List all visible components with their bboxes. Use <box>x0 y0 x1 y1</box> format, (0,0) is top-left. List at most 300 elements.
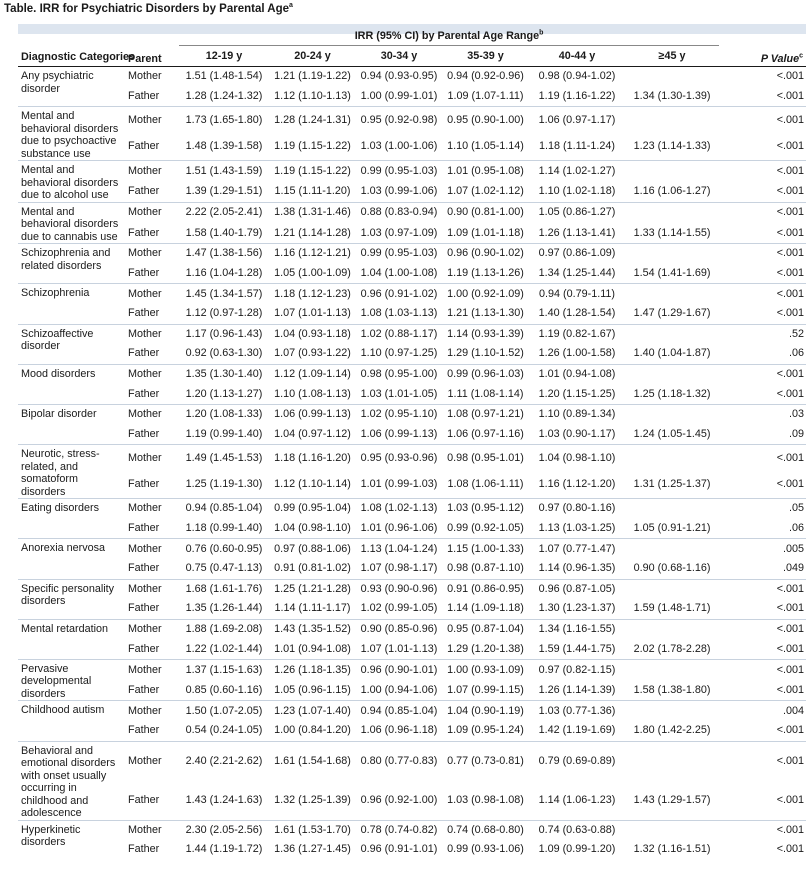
irr-cell: 1.36 (1.27-1.45) <box>274 843 351 856</box>
irr-cell: 1.04 (0.98-1.10) <box>274 522 351 535</box>
irr-cell: 0.85 (0.60-1.16) <box>185 683 263 696</box>
irr-cell: 0.97 (0.88-1.06) <box>269 539 356 559</box>
parent-cell: Father <box>128 140 160 153</box>
irr-cell: 0.94 (0.85-1.04) <box>179 499 269 519</box>
age-header: 40-44 y <box>529 46 625 67</box>
irr-cell: 1.16 (1.04-1.28) <box>185 267 263 280</box>
irr-cell: 1.08 (0.97-1.21) <box>442 404 529 424</box>
irr-cell: 0.95 (0.92-0.98) <box>356 107 442 134</box>
parent-cell: Father <box>128 185 160 198</box>
table-row <box>18 364 806 384</box>
irr-cell <box>625 67 719 87</box>
pvalue-cell: <.001 <box>719 107 806 134</box>
parent-cell: Mother <box>125 701 179 721</box>
irr-cell: 1.03 (0.90-1.17) <box>538 427 616 440</box>
irr-cell: 1.19 (1.15-1.22) <box>269 161 356 182</box>
parent-cell: Father <box>128 478 160 491</box>
irr-cell: 1.13 (1.03-1.25) <box>538 522 616 535</box>
pvalue-cell: .004 <box>719 701 806 721</box>
table-row <box>18 404 806 424</box>
irr-cell: 1.03 (0.97-1.09) <box>360 226 438 239</box>
age-header: 20-24 y <box>269 46 356 67</box>
table-row <box>18 599 806 619</box>
irr-cell <box>625 107 719 134</box>
age-header: 35-39 y <box>442 46 529 67</box>
parent-cell: Mother <box>128 70 162 83</box>
irr-cell: 1.00 (0.84-1.20) <box>274 724 351 737</box>
irr-cell: 1.34 (1.25-1.44) <box>538 267 616 280</box>
irr-cell: 1.22 (1.02-1.44) <box>185 642 263 655</box>
irr-cell: 0.94 (0.85-1.04) <box>356 701 442 721</box>
category-cell: Mental retardation <box>18 619 125 659</box>
irr-cell: 0.96 (0.90-1.01) <box>356 659 442 680</box>
irr-cell: 1.06 (0.97-1.17) <box>529 107 625 134</box>
irr-cell: 1.15 (1.00-1.33) <box>442 539 529 559</box>
irr-cell: 0.99 (0.95-1.04) <box>269 499 356 519</box>
irr-cell <box>625 499 719 519</box>
parent-cell: Father <box>128 602 160 615</box>
irr-cell: 0.74 (0.68-0.80) <box>442 820 529 840</box>
irr-cell: 0.78 (0.74-0.82) <box>356 820 442 840</box>
irr-cell: 0.94 (0.93-0.95) <box>360 70 438 83</box>
table-row <box>18 425 806 445</box>
irr-cell: 1.04 (0.93-1.18) <box>269 324 356 344</box>
irr-cell: 0.76 (0.60-0.95) <box>179 539 269 559</box>
pvalue-cell: <.001 <box>719 284 806 304</box>
irr-cell: 1.04 (0.97-1.12) <box>274 427 351 440</box>
irr-cell: 1.44 (1.19-1.72) <box>185 843 263 856</box>
table-header <box>18 28 806 67</box>
irr-cell <box>625 404 719 424</box>
pvalue-cell: <.001 <box>719 820 806 840</box>
category-cell: Mood disorders <box>18 364 125 404</box>
irr-cell: 1.05 (0.86-1.27) <box>529 202 625 223</box>
table-row <box>18 161 806 182</box>
parent-cell: Mother <box>125 202 179 223</box>
irr-cell: 0.91 (0.86-0.95) <box>442 579 529 599</box>
irr-cell: 1.08 (1.06-1.11) <box>447 478 524 491</box>
irr-cell: 0.99 (0.93-1.06) <box>447 843 524 856</box>
irr-cell: 1.05 (0.91-1.21) <box>633 522 711 535</box>
irr-cell: 1.37 (1.15-1.63) <box>179 659 269 680</box>
irr-cell: 1.15 (1.11-1.20) <box>274 185 351 198</box>
irr-cell: 1.18 (1.16-1.20) <box>269 445 356 472</box>
table-row <box>18 741 806 781</box>
irr-cell: 2.22 (2.05-2.41) <box>179 202 269 223</box>
table-row <box>18 445 806 472</box>
irr-cell: 0.94 (0.79-1.11) <box>529 284 625 304</box>
category-cell: Schizophrenia <box>18 284 125 324</box>
irr-cell: 1.10 (1.08-1.13) <box>274 387 351 400</box>
irr-cell: 1.16 (1.06-1.27) <box>633 185 711 198</box>
irr-cell: 1.40 (1.04-1.87) <box>633 347 711 360</box>
irr-cell: 1.12 (1.10-1.13) <box>274 89 351 102</box>
irr-cell: 1.14 (1.09-1.18) <box>447 602 524 615</box>
irr-cell: 1.33 (1.14-1.55) <box>633 226 711 239</box>
irr-cell: 1.06 (0.97-1.16) <box>447 427 524 440</box>
irr-cell: 0.97 (0.80-1.16) <box>529 499 625 519</box>
irr-cell: 1.12 (1.09-1.14) <box>269 364 356 384</box>
irr-cell: 1.35 (1.26-1.44) <box>185 602 263 615</box>
irr-cell: 0.75 (0.47-1.13) <box>185 562 263 575</box>
irr-cell: 0.98 (0.94-1.02) <box>538 70 616 83</box>
irr-cell: 1.43 (1.29-1.57) <box>633 793 711 806</box>
pvalue-cell: <.001 <box>776 307 805 320</box>
irr-cell: 0.90 (0.68-1.16) <box>633 562 711 575</box>
pvalue-cell: <.001 <box>776 478 805 491</box>
parent-cell: Father <box>128 226 160 239</box>
table-row <box>18 264 806 284</box>
irr-cell: 1.61 (1.54-1.68) <box>269 741 356 781</box>
category-cell: Behavioral and emotional disorders with onset usually occurring in childhood and adolescence <box>18 741 125 820</box>
irr-cell: 1.14 (1.02-1.27) <box>529 161 625 182</box>
irr-cell: 0.98 (0.87-1.10) <box>447 562 524 575</box>
category-cell: Schizoaffective disorder <box>18 324 125 364</box>
category-cell: Mental and behavioral disorders due to cannabis use <box>18 202 125 244</box>
irr-cell: 0.96 (0.92-1.00) <box>360 793 438 806</box>
irr-cell <box>625 364 719 384</box>
parent-cell: Father <box>128 267 160 280</box>
pvalue-cell: <.001 <box>776 70 805 83</box>
irr-cell: 1.45 (1.34-1.57) <box>179 284 269 304</box>
table-row <box>18 202 806 223</box>
irr-cell: 1.07 (0.99-1.15) <box>447 683 524 696</box>
irr-cell: 1.02 (0.99-1.05) <box>360 602 438 615</box>
irr-cell: 1.19 (1.13-1.26) <box>447 267 524 280</box>
pvalue-cell: <.001 <box>719 161 806 182</box>
irr-cell: 1.18 (1.12-1.23) <box>269 284 356 304</box>
irr-cell: 0.98 (0.95-1.00) <box>356 364 442 384</box>
parent-cell: Mother <box>125 364 179 384</box>
irr-cell: 0.95 (0.87-1.04) <box>442 619 529 639</box>
parent-cell: Mother <box>125 539 179 559</box>
irr-cell: 0.97 (0.86-1.09) <box>529 244 625 264</box>
parent-cell: Father <box>128 522 160 535</box>
table-row <box>18 519 806 539</box>
irr-cell: 1.06 (0.99-1.13) <box>269 404 356 424</box>
pvalue-cell: <.001 <box>719 741 806 781</box>
irr-cell: 1.43 (1.35-1.52) <box>269 619 356 639</box>
parent-cell: Mother <box>125 244 179 264</box>
irr-cell: 0.77 (0.73-0.81) <box>442 741 529 781</box>
irr-cell: 0.79 (0.69-0.89) <box>529 741 625 781</box>
irr-cell: 1.40 (1.28-1.54) <box>538 307 616 320</box>
irr-cell: 1.04 (0.90-1.19) <box>442 701 529 721</box>
table-row <box>18 67 806 87</box>
irr-cell: 1.28 (1.24-1.31) <box>269 107 356 134</box>
parent-cell: Mother <box>125 284 179 304</box>
irr-cell <box>625 701 719 721</box>
irr-cell: 0.80 (0.77-0.83) <box>356 741 442 781</box>
irr-cell: 1.19 (0.82-1.67) <box>529 324 625 344</box>
irr-cell: 1.25 (1.18-1.32) <box>633 387 711 400</box>
table-row <box>18 721 806 741</box>
irr-cell <box>625 445 719 472</box>
irr-cell <box>625 202 719 223</box>
irr-cell: 1.21 (1.19-1.22) <box>274 70 351 83</box>
table-row <box>18 244 806 264</box>
irr-cell: 1.38 (1.31-1.46) <box>269 202 356 223</box>
pvalue-cell: <.001 <box>776 642 805 655</box>
category-cell: Mental and behavioral disorders due to psychoactive substance use <box>18 107 125 161</box>
irr-cell: 1.26 (1.14-1.39) <box>538 683 616 696</box>
irr-cell: 1.02 (0.88-1.17) <box>356 324 442 344</box>
irr-cell: 1.02 (0.95-1.10) <box>356 404 442 424</box>
parent-cell: Mother <box>125 161 179 182</box>
irr-cell <box>625 820 719 840</box>
table-row <box>18 472 806 499</box>
table-row <box>18 181 806 202</box>
irr-cell: 0.93 (0.90-0.96) <box>356 579 442 599</box>
pvalue-cell: <.001 <box>776 185 805 198</box>
irr-cell: 1.03 (0.77-1.36) <box>529 701 625 721</box>
irr-cell: 1.25 (1.21-1.28) <box>269 579 356 599</box>
irr-cell: 1.01 (0.94-1.08) <box>529 364 625 384</box>
category-cell: Bipolar disorder <box>18 404 125 444</box>
irr-cell: 1.35 (1.30-1.40) <box>179 364 269 384</box>
irr-cell: 1.01 (0.94-1.08) <box>274 642 351 655</box>
table-body <box>18 67 806 860</box>
parent-cell: Father <box>128 793 160 806</box>
pvalue-cell: <.001 <box>776 226 805 239</box>
irr-cell: 1.29 (1.20-1.38) <box>447 642 524 655</box>
irr-cell: 1.01 (0.99-1.03) <box>360 478 438 491</box>
parent-cell: Father <box>128 307 160 320</box>
table-row <box>18 680 806 701</box>
irr-cell: 1.30 (1.23-1.37) <box>538 602 616 615</box>
table-row <box>18 820 806 840</box>
pvalue-cell: <.001 <box>776 387 805 400</box>
irr-cell: 1.07 (0.98-1.17) <box>360 562 438 575</box>
irr-cell: 1.12 (0.97-1.28) <box>185 307 263 320</box>
pvalue-cell: .005 <box>719 539 806 559</box>
irr-cell: 2.40 (2.21-2.62) <box>179 741 269 781</box>
irr-cell: 1.08 (1.03-1.13) <box>360 307 438 320</box>
pvalue-cell: .52 <box>719 324 806 344</box>
parent-cell: Mother <box>125 820 179 840</box>
irr-cell: 1.88 (1.69-2.08) <box>179 619 269 639</box>
irr-cell: 0.88 (0.83-0.94) <box>356 202 442 223</box>
irr-cell <box>625 579 719 599</box>
irr-cell: 1.01 (0.96-1.06) <box>360 522 438 535</box>
irr-group-header <box>179 28 719 46</box>
pvalue-label: P Value <box>760 53 800 65</box>
parent-cell: Father <box>128 683 160 696</box>
category-cell: Hyperkinetic disorders <box>18 820 125 860</box>
pvalue-cell: <.001 <box>776 724 805 737</box>
pvalue-cell: <.001 <box>719 619 806 639</box>
irr-cell: 1.39 (1.29-1.51) <box>185 185 263 198</box>
title-footnote-marker: a <box>289 2 293 10</box>
table-row <box>18 781 806 821</box>
irr-cell <box>625 539 719 559</box>
pvalue-cell: .09 <box>789 427 805 440</box>
irr-cell: 1.19 (1.16-1.22) <box>538 89 616 102</box>
irr-cell: 1.59 (1.48-1.71) <box>633 602 711 615</box>
group-footnote-marker: b <box>539 29 544 37</box>
irr-cell: 0.90 (0.85-0.96) <box>356 619 442 639</box>
pvalue-cell: <.001 <box>719 445 806 472</box>
irr-cell: 1.14 (1.11-1.17) <box>274 602 351 615</box>
parent-cell: Father <box>128 724 160 737</box>
irr-cell: 1.11 (1.08-1.14) <box>447 387 524 400</box>
parent-cell: Mother <box>125 659 179 680</box>
irr-cell: 1.10 (1.05-1.14) <box>447 140 524 153</box>
irr-cell: 1.24 (1.05-1.45) <box>633 427 711 440</box>
irr-cell: 1.80 (1.42-2.25) <box>633 724 711 737</box>
irr-cell: 1.03 (0.99-1.06) <box>360 185 438 198</box>
irr-cell: 1.13 (1.04-1.24) <box>356 539 442 559</box>
irr-cell: 0.95 (0.93-0.96) <box>356 445 442 472</box>
table-row <box>18 701 806 721</box>
table-title <box>4 3 293 15</box>
irr-cell: 1.17 (0.96-1.43) <box>179 324 269 344</box>
irr-cell <box>625 659 719 680</box>
irr-cell: 1.58 (1.40-1.79) <box>185 226 263 239</box>
irr-cell: 1.19 (1.15-1.22) <box>274 140 351 153</box>
irr-cell: 1.68 (1.61-1.76) <box>179 579 269 599</box>
parent-cell: Mother <box>125 579 179 599</box>
irr-cell: 1.18 (0.99-1.40) <box>185 522 263 535</box>
irr-cell: 1.31 (1.25-1.37) <box>633 478 711 491</box>
table-row <box>18 107 806 134</box>
pvalue-cell: <.001 <box>776 793 805 806</box>
category-cell: Childhood autism <box>18 701 125 741</box>
irr-cell: 1.32 (1.25-1.39) <box>274 793 351 806</box>
irr-cell: 1.09 (1.01-1.18) <box>447 226 524 239</box>
table-row <box>18 324 806 344</box>
category-cell: Specific personality disorders <box>18 579 125 619</box>
irr-cell: 1.04 (1.00-1.08) <box>360 267 438 280</box>
irr-cell: 0.92 (0.63-1.30) <box>185 347 263 360</box>
irr-cell: 1.14 (1.06-1.23) <box>538 793 616 806</box>
irr-cell <box>625 284 719 304</box>
pvalue-cell: .049 <box>783 562 805 575</box>
irr-cell: 1.08 (1.02-1.13) <box>356 499 442 519</box>
irr-cell: 1.26 (1.18-1.35) <box>269 659 356 680</box>
irr-cell: 1.07 (0.93-1.22) <box>274 347 351 360</box>
irr-cell: 1.32 (1.16-1.51) <box>633 843 711 856</box>
parent-cell: Mother <box>125 445 179 472</box>
irr-cell: 0.97 (0.82-1.15) <box>529 659 625 680</box>
category-cell: Schizophrenia and related disorders <box>18 244 125 284</box>
parent-cell: Mother <box>125 619 179 639</box>
irr-cell: 0.99 (0.95-1.03) <box>356 244 442 264</box>
table-row <box>18 134 806 161</box>
irr-cell: 1.01 (0.95-1.08) <box>442 161 529 182</box>
irr-cell: 1.07 (1.01-1.13) <box>360 642 438 655</box>
irr-cell: 0.74 (0.63-0.88) <box>529 820 625 840</box>
irr-cell: 1.03 (0.95-1.12) <box>442 499 529 519</box>
irr-table <box>18 28 806 860</box>
pvalue-cell: <.001 <box>719 364 806 384</box>
pvalue-cell: <.001 <box>776 683 805 696</box>
irr-cell: 0.96 (0.91-1.01) <box>360 843 438 856</box>
table-row <box>18 639 806 659</box>
table-row <box>18 304 806 324</box>
category-cell: Eating disorders <box>18 499 125 539</box>
parent-cell: Mother <box>125 324 179 344</box>
irr-cell: 1.21 (1.14-1.28) <box>274 226 351 239</box>
irr-cell <box>625 324 719 344</box>
pvalue-cell: <.001 <box>719 659 806 680</box>
irr-cell: 1.09 (1.07-1.11) <box>447 89 524 102</box>
irr-cell: 1.00 (0.99-1.01) <box>360 89 438 102</box>
irr-cell: 0.94 (0.92-0.96) <box>447 70 524 83</box>
category-cell: Pervasive developmental disorders <box>18 659 125 701</box>
irr-cell <box>625 741 719 781</box>
irr-cell: 0.99 (0.96-1.03) <box>442 364 529 384</box>
pvalue-cell: <.001 <box>719 244 806 264</box>
irr-cell: 1.51 (1.48-1.54) <box>185 70 263 83</box>
irr-cell: 0.98 (0.95-1.01) <box>442 445 529 472</box>
pvalue-cell: <.001 <box>776 140 805 153</box>
irr-cell: 1.47 (1.29-1.67) <box>633 307 711 320</box>
irr-cell: 1.05 (0.96-1.15) <box>274 683 351 696</box>
irr-cell: 1.20 (1.15-1.25) <box>538 387 616 400</box>
irr-cell: 1.00 (0.92-1.09) <box>442 284 529 304</box>
irr-cell: 0.96 (0.91-1.02) <box>356 284 442 304</box>
irr-cell: 0.54 (0.24-1.05) <box>185 724 263 737</box>
age-header: 30-34 y <box>356 46 442 67</box>
pvalue-cell: .03 <box>719 404 806 424</box>
irr-cell: 1.00 (0.93-1.09) <box>442 659 529 680</box>
irr-cell: 1.59 (1.44-1.75) <box>538 642 616 655</box>
parent-cell: Father <box>128 347 160 360</box>
irr-cell: 1.51 (1.43-1.59) <box>179 161 269 182</box>
irr-cell: 1.20 (1.08-1.33) <box>179 404 269 424</box>
table-row <box>18 87 806 107</box>
pvalue-header-spacer <box>719 28 806 46</box>
irr-cell: 1.03 (0.98-1.08) <box>447 793 524 806</box>
category-cell: Mental and behavioral disorders due to alcohol use <box>18 161 125 203</box>
irr-cell: 1.50 (1.07-2.05) <box>179 701 269 721</box>
pvalue-header <box>719 46 806 67</box>
irr-cell: 1.19 (0.99-1.40) <box>185 427 263 440</box>
irr-cell: 1.06 (0.99-1.13) <box>360 427 438 440</box>
table-row <box>18 344 806 364</box>
parent-cell: Mother <box>125 499 179 519</box>
table-row <box>18 539 806 559</box>
parent-cell: Mother <box>125 404 179 424</box>
table-row <box>18 499 806 519</box>
irr-cell: 1.20 (1.13-1.27) <box>185 387 263 400</box>
irr-cell: 1.03 (1.01-1.05) <box>360 387 438 400</box>
irr-cell: 1.25 (1.19-1.30) <box>185 478 263 491</box>
table-row <box>18 384 806 404</box>
irr-cell: 1.03 (1.00-1.06) <box>360 140 438 153</box>
pvalue-cell: <.001 <box>776 843 805 856</box>
irr-cell: 1.18 (1.11-1.24) <box>538 140 616 153</box>
pvalue-cell: <.001 <box>719 202 806 223</box>
age-header: ≥45 y <box>625 46 719 67</box>
irr-cell: 1.29 (1.10-1.52) <box>447 347 524 360</box>
age-header: 12-19 y <box>179 46 269 67</box>
irr-cell: 0.90 (0.81-1.00) <box>442 202 529 223</box>
irr-cell: 1.61 (1.53-1.70) <box>269 820 356 840</box>
parent-cell: Father <box>128 562 160 575</box>
irr-cell: 1.14 (0.93-1.39) <box>442 324 529 344</box>
irr-cell: 1.07 (1.02-1.12) <box>447 185 524 198</box>
irr-cell: 0.96 (0.87-1.05) <box>529 579 625 599</box>
irr-cell: 1.58 (1.38-1.80) <box>633 683 711 696</box>
pvalue-cell: <.001 <box>776 267 805 280</box>
table-row <box>18 223 806 244</box>
irr-cell: 1.47 (1.38-1.56) <box>179 244 269 264</box>
pvalue-footnote-marker: c <box>799 52 804 60</box>
irr-cell: 1.26 (1.00-1.58) <box>538 347 616 360</box>
pvalue-cell: <.001 <box>776 89 805 102</box>
